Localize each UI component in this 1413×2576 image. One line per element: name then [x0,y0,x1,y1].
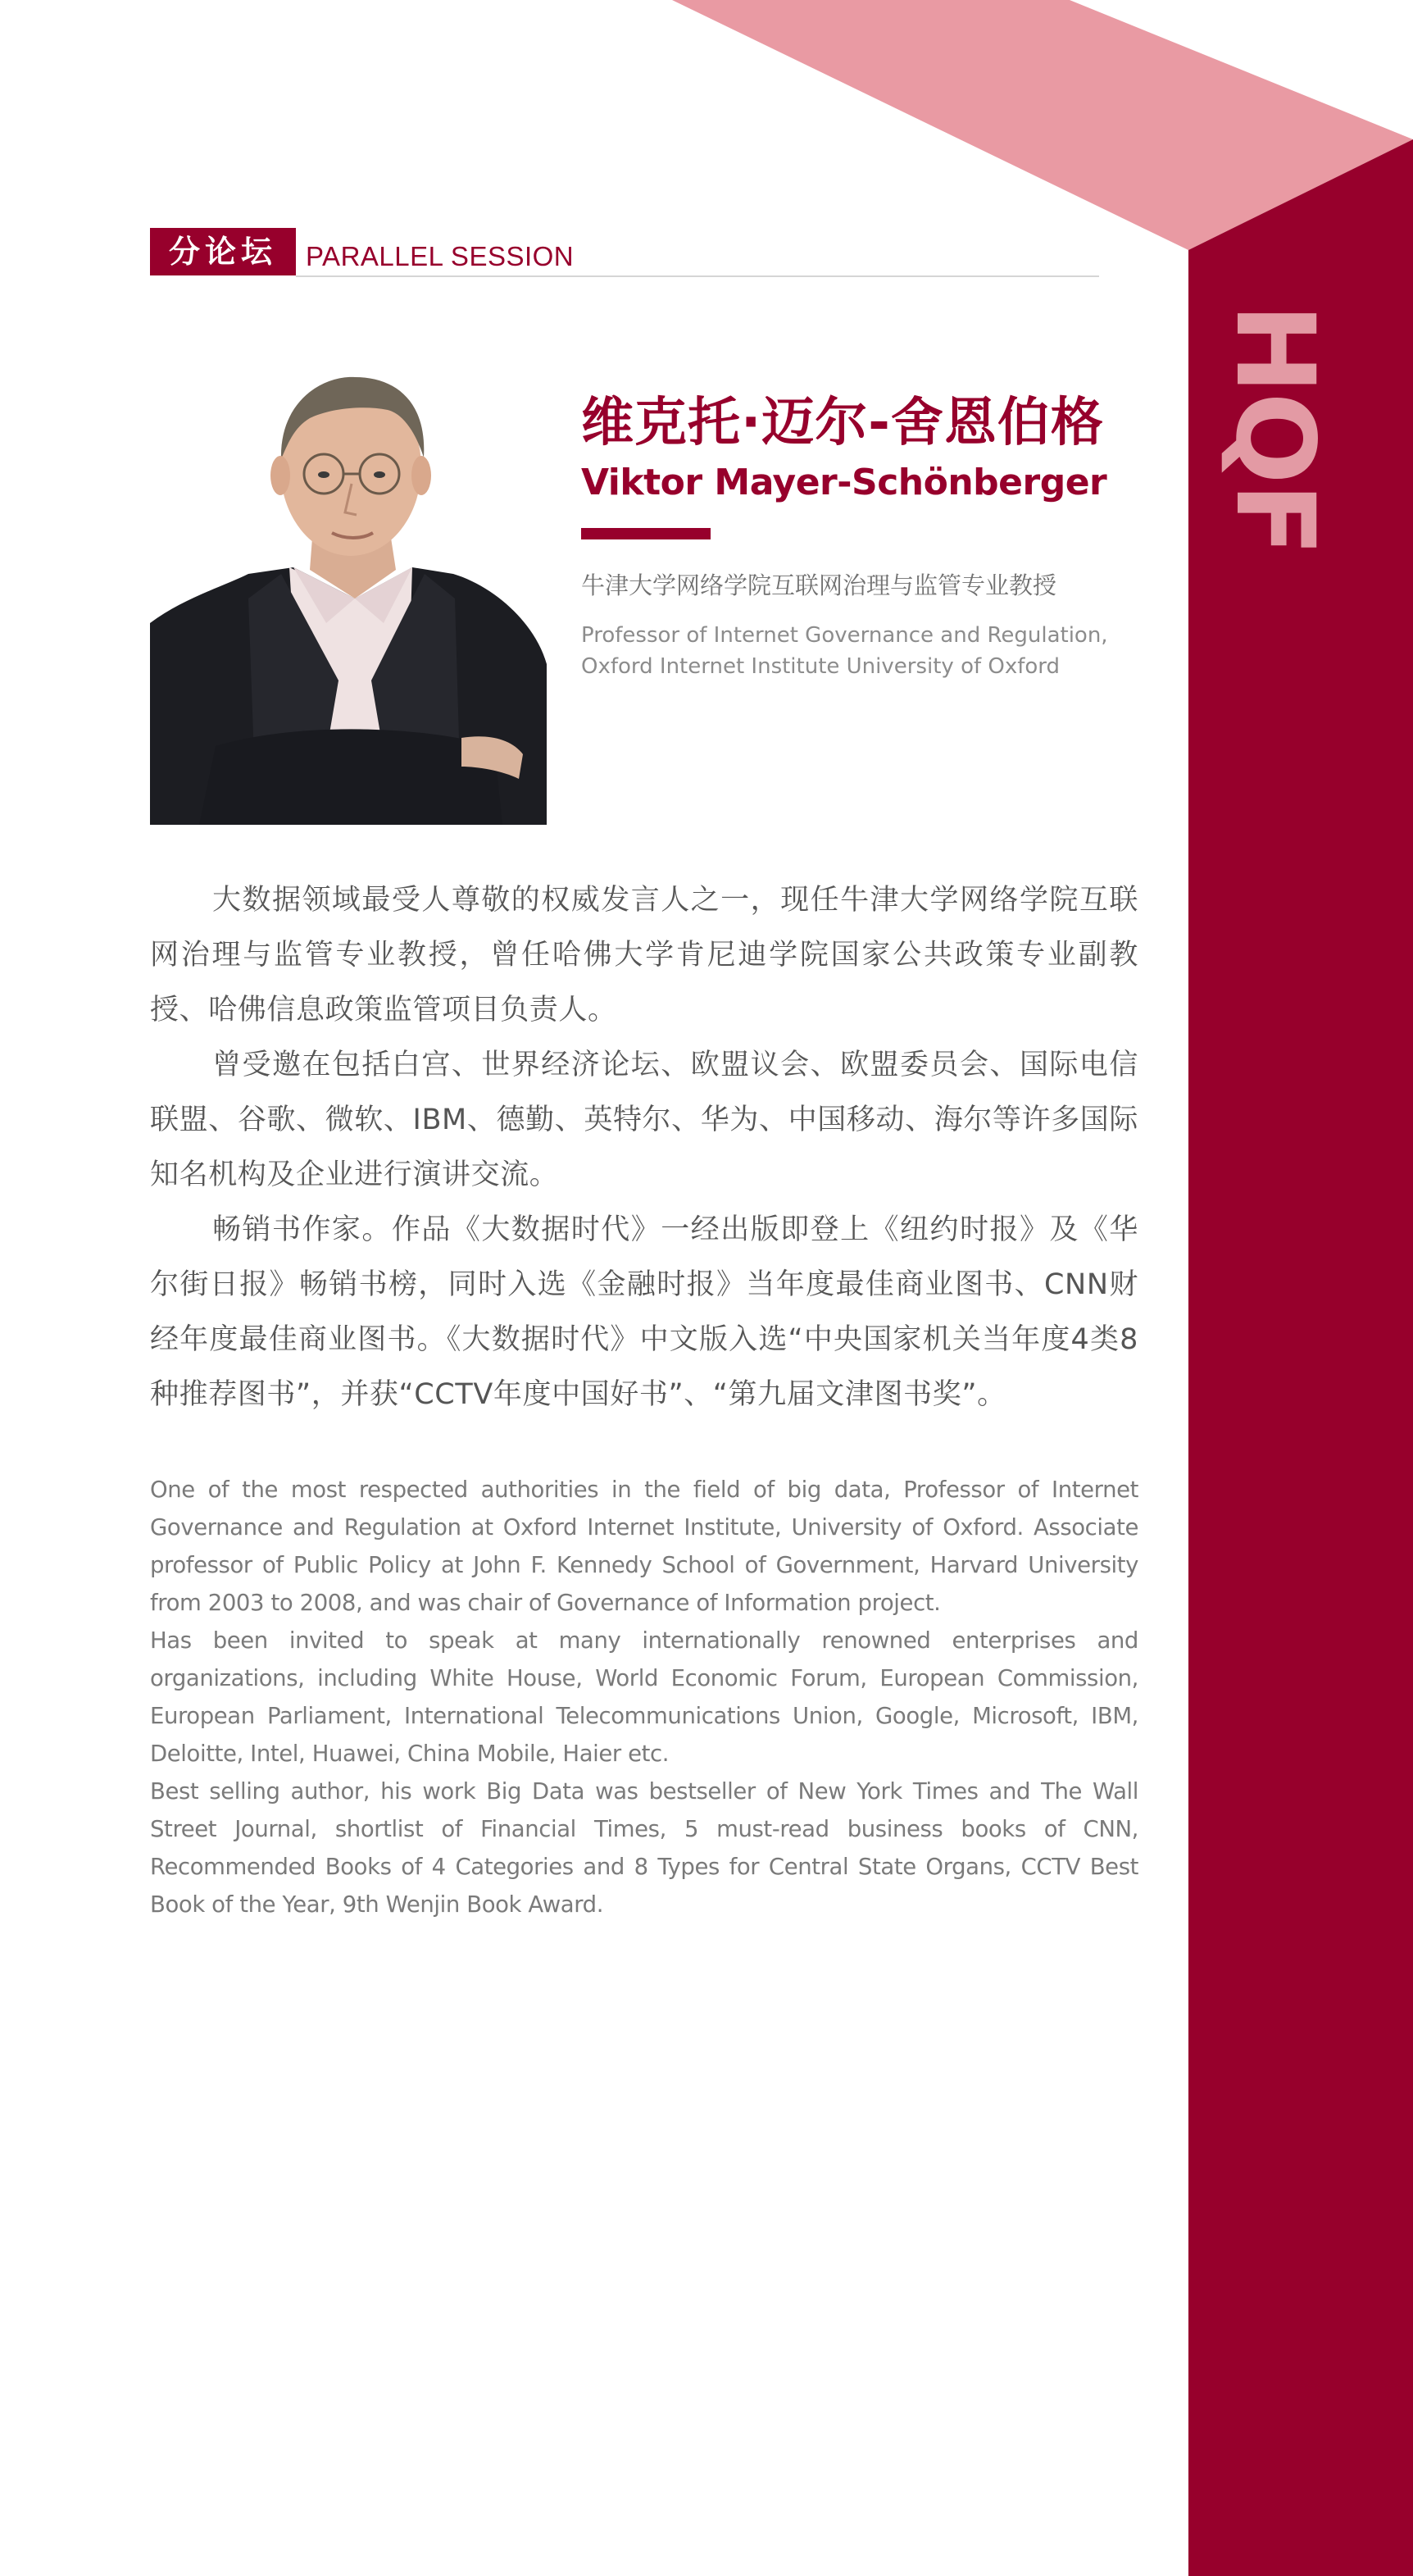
header-divider [296,275,1099,277]
speaker-info [581,385,1155,682]
name-underline-bar [581,528,711,539]
bio-chinese [150,873,1138,1422]
speaker-title-zh: 牛津大学网络学院互联网治理与监管专业教授 [581,571,1057,599]
speaker-title-en-line1: Professor of Internet Governance and Regulation, [581,623,1108,648]
speaker-title-en [581,620,1155,682]
bio-english [150,1471,1138,1923]
session-tag-en: PARALLEL SESSION [306,241,575,271]
bio-en-paragraph: Has been invited to speak at many internationally renowned enterprises and organizations, including White House, World Economic Forum, European Commission, European Parliament, International Telecommunications Union, Google, Microsoft, IBM, Deloitte, Intel, Huawei, China Mobile, Haier etc. [150,1627,1138,1767]
speaker-name-en: Viktor Mayer-Schönberger [581,462,1107,503]
speaker-portrait [150,353,547,825]
bio-zh-paragraph: 曾受邀在包括白宫、世界经济论坛、欧盟议会、欧盟委员会、国际电信联盟、谷歌、微软、IBM、德勤、英特尔、华为、中国移动、海尔等许多国际知名机构及企业进行演讲交流。 [150,1049,1138,1191]
speaker-title-en-line2: Oxford Internet Institute University of Oxford [581,654,1061,679]
session-header [150,226,1099,277]
hqf-brand-text: HQF [1211,303,1338,555]
bio-zh-paragraph: 大数据领域最受人尊敬的权威发言人之一，现任牛津大学网络学院互联网治理与监管专业教授，曾任哈佛大学肯尼迪学院国家公共政策专业副教授、哈佛信息政策监管项目负责人。 [150,884,1138,1026]
bio-en-paragraph: One of the most respected authorities in the field of big data, Professor of Internet Governance and Regulation at Oxford Internet Institute, University of Oxford. Associate professor of Public Policy at John F. Kennedy School of Government, Harvard University from 2003 to 2008, and was chair of Governance of Information project. [150,1477,1138,1616]
session-tag-zh: 分论坛 [150,228,296,275]
speaker-name-zh: 维克托·迈尔-舍恩伯格 [581,393,1104,453]
bio-zh-paragraph: 畅销书作家。作品《大数据时代》一经出版即登上《纽约时报》及《华尔街日报》畅销书榜，同时入选《金融时报》当年度最佳商业图书、CNN财经年度最佳商业图书。《大数据时代》中文版入选“中央国家机关当年度4类8种推荐图书”，并获“CCTV年度中国好书”、“第九届文津图书奖”。 [150,1213,1138,1411]
bio-en-paragraph: Best selling author, his work Big Data was bestseller of New York Times and The Wall Street Journal, shortlist of Financial Times, 5 must-read business books of CNN, Recommended Books of 4 Categories and 8 Types for Central State Organs, CCTV Best Book of the Year, 9th Wenjin Book Award. [150,1778,1138,1918]
